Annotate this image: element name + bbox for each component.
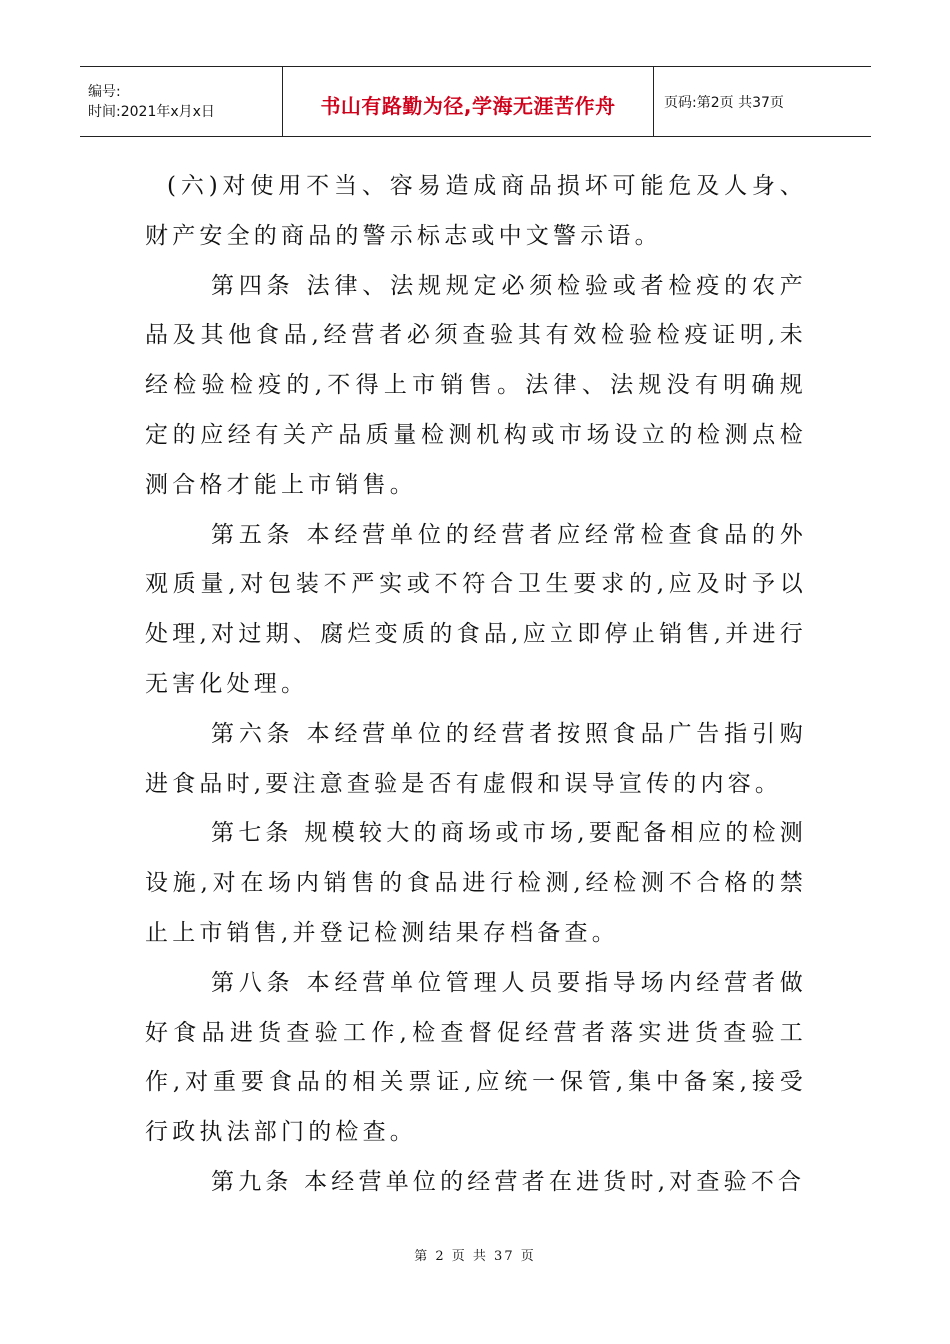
- header-page-label: 页码:第2页 共37页: [664, 94, 784, 111]
- header-page-cell: [654, 67, 871, 136]
- paragraph-article-9: 第九条 本经营单位的经营者在进货时,对查验不合: [211, 1168, 806, 1195]
- document-number-label: 编号:: [88, 83, 121, 100]
- paragraph-article-4: 第四条 法律、法规规定必须检验或者检疫的农产品及其他食品,经营者必须查验其有效检验检疫证明,未经检验检疫的,不得上市销售。法律、法规没有明确规定的应经有关产品质量检测机构或市场设立的检测点检测合格才能上市销售。: [145, 272, 807, 498]
- document-time-label: 时间:2021年x月x日: [88, 103, 215, 120]
- header-motto: 书山有路勤为径,学海无涯苦作舟: [320, 94, 616, 118]
- page-footer: 第 2 页 共 37 页: [414, 1249, 536, 1264]
- header-meta-cell: [80, 67, 283, 136]
- paragraph-article-6: 第六条 本经营单位的经营者按照食品广告指引购进食品时,要注意查验是否有虚假和误导宣传的内容。: [145, 720, 807, 797]
- document-body: [145, 162, 807, 1208]
- paragraph-clause-6: (六)对使用不当、容易造成商品损坏可能危及人身、财产安全的商品的警示标志或中文警示语。: [145, 173, 807, 249]
- document-header: [80, 66, 871, 137]
- paragraph-article-5: 第五条 本经营单位的经营者应经常检查食品的外观质量,对包装不严实或不符合卫生要求的,应及时予以处理,对过期、腐烂变质的食品,应立即停止销售,并进行无害化处理。: [145, 521, 807, 697]
- header-motto-cell: [283, 67, 654, 136]
- paragraph-article-7: 第七条 规模较大的商场或市场,要配备相应的检测设施,对在场内销售的食品进行检测,经检测不合格的禁止上市销售,并登记检测结果存档备查。: [145, 820, 807, 946]
- paragraph-article-8: 第八条 本经营单位管理人员要指导场内经营者做好食品进货查验工作,检查督促经营者落实进货查验工作,对重要食品的相关票证,应统一保管,集中备案,接受行政执法部门的检查。: [145, 969, 807, 1146]
